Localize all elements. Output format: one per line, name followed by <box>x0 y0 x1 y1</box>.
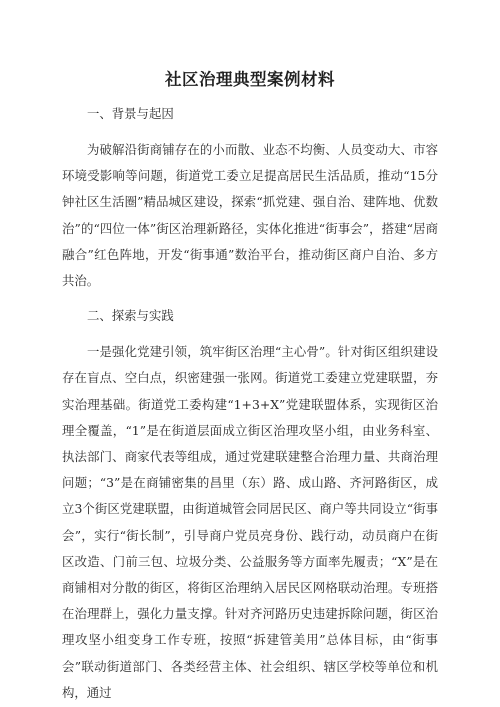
body-paragraph: 一是强化党建引领，筑牢街区治理“主心骨”。针对街区组织建设存在盲点、空白点，织密建强一张网。街道党工委建立党建联盟，夯实治理基础。街道党工委构建“1+3+X”党建联盟体系，实现街区治理全覆盖，“1”是在街道层面成立街区治理攻坚小组，由业务科室、执法部门、商家代表等组成，通过党建联建整合治理力量、共商治理问题；“3”是在商铺密集的昌里（东）路、成山路、齐河路街区，成立3个街区党建联盟，由街道城管会同居民区、商户等共同设立“街事会”，实行“街长制”，引导商户党员亮身份、践行动，动员商户在街区改造、门前三包、垃圾分类、公益服务等方面率先履责；“X”是在商铺相对分散的街区，将街区治理纳入居民区网格联动治理。专班搭在治理群上，强化力量支撑。针对齐河路历史违建拆除问题，街区治理攻坚小组变身工作专班，按照“拆建管美用”总体目标，由“街事会”联动街道部门、各类经营主体、社会组织、辖区学校等单位和机构，通过 <box>62 344 438 700</box>
section-background <box>62 104 438 294</box>
section-heading-practice: 二、探索与实践 <box>87 308 174 324</box>
body-paragraph: 为破解沿街商铺存在的小而散、业态不均衡、人员变动大、市容环境受影响等问题，街道党工委立足提高居民生活品质，推动“15分钟社区生活圈”精品城区建设，探索“抓党建、强自治、建阵地、优数治”的“四位一体”街区治理新路径，实体化推进“街事会”，搭建“居商融合”红色阵地，开发“街事通”数治平台，推动街区商户自治、多方共治。 <box>62 142 438 289</box>
section-practice <box>62 306 438 706</box>
document-title: 社区治理典型案例材料 <box>165 70 335 89</box>
section-heading-background: 一、背景与起因 <box>87 106 174 121</box>
